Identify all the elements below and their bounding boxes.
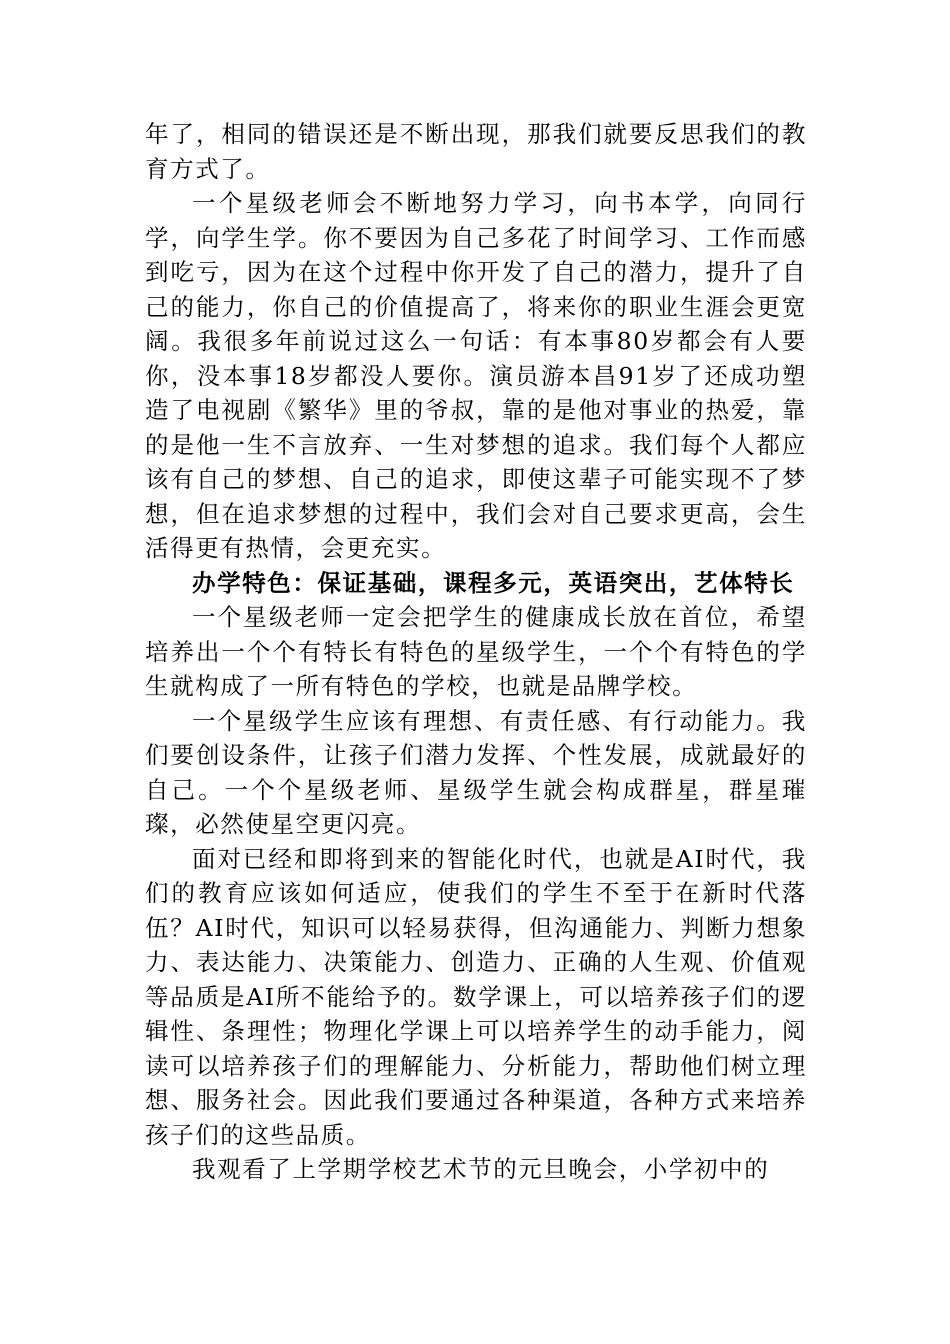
paragraph-student-growth: 一个星级老师一定会把学生的健康成长放在首位，希望培养出一个个有特长有特色的星级学生，一个个有特色的学生就构成了一所有特色的学校，也就是品牌学校。 bbox=[145, 603, 807, 700]
paragraph-continued: 年了，相同的错误还是不断出现，那我们就要反思我们的教育方式了。 bbox=[145, 120, 807, 183]
paragraph-star-student: 一个星级学生应该有理想、有责任感、有行动能力。我们要创设条件，让孩子们潜力发挥、个性发展，成就最好的自己。一个个星级老师、星级学生就会构成群星，群星璀璨，必然使星空更闪亮。 bbox=[145, 706, 807, 838]
document-body bbox=[145, 117, 807, 1187]
paragraph-art-festival: 我观看了上学期学校艺术节的元旦晚会，小学初中的 bbox=[192, 1155, 770, 1183]
paragraph-ai-era: 面对已经和即将到来的智能化时代，也就是AI时代，我们的教育应该如何适应，使我们的学生不至于在新时代落伍？AI时代，知识可以轻易获得，但沟通能力、判断力想象力、表达能力、决策能力、创造力、正确的人生观、价值观等品质是AI所不能给予的。数学课上，可以培养孩子们的逻辑性、条理性；物理化学课上可以培养学生的动手能力，阅读可以培养孩子们的理解能力、分析能力，帮助他们树立理想、服务社会。因此我们要通过各种渠道，各种方式来培养孩子们的这些品质。 bbox=[145, 844, 807, 1149]
paragraph-star-teacher-learning: 一个星级老师会不断地努力学习，向书本学，向同行学，向学生学。你不要因为自己多花了时间学习、工作而感到吃亏，因为在这个过程中你开发了自己的潜力，提升了自己的能力，你自己的价值提高了，将来你的职业生涯会更宽阔。我很多年前说过这么一句话：有本事80岁都会有人要你，没本事18岁都没人要你。演员游本昌91岁了还成功塑造了电视剧《繁华》里的爷叔，靠的是他对事业的热爱，靠的是他一生不言放弃、一生对梦想的追求。我们每个人都应该有自己的梦想、自己的追求，即使这辈子可能实现不了梦想，但在追求梦想的过程中，我们会对自己要求更高，会生活得更有热情，会更充实。 bbox=[145, 189, 807, 562]
section-heading-school-features: 办学特色：保证基础，课程多元，英语突出，艺体特长 bbox=[192, 568, 795, 597]
